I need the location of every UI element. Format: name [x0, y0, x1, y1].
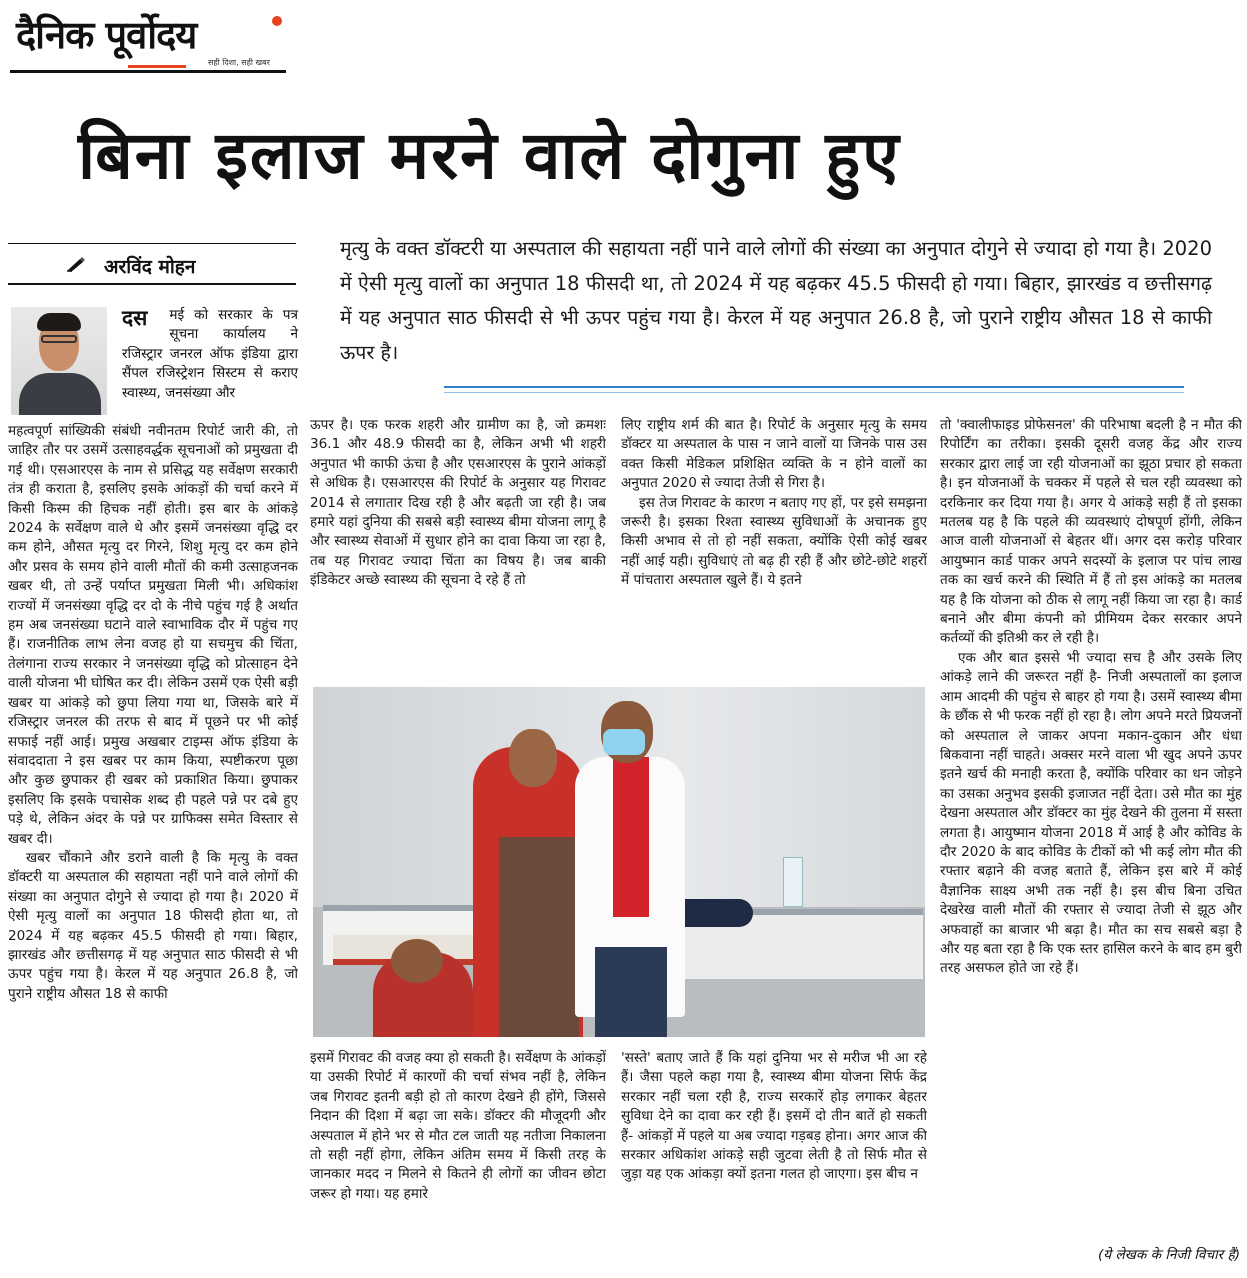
paragraph: ऊपर है। एक फरक शहरी और ग्रामीण का है, जो क्रमशः 36.1 और 48.9 फीसदी का है, लेकिन अभी भी शहरी अनुपात भी काफी ऊंचा है और एसआरएस के पुराने आंकड़ों से अधिक है। एसआरएस की रिपोर्ट के अनुसार यह गिरावट 2014 से लगातार दिख रही है और बढ़ती जा रही है। जब हमारे यहां दुनिया की सबसे बड़ी स्वास्थ्य बीमा योजना लागू है और स्वास्थ्य सेवाओं में सुधार होने का दावा किया जा रहा है, तब यह गिरावट ज्यादा चिंता का विषय है। जब बाकी इंडिकेटर अच्छे स्वास्थ्य की सूचना दे रहे हैं तो: [310, 417, 606, 589]
photo-woman-head: [509, 729, 557, 787]
article-column-2-bottom: [310, 1049, 606, 1265]
tagline: सही दिशा, सही खबर: [208, 58, 270, 67]
deck-summary: मृत्यु के वक्त डॉक्टरी या अस्पताल की सहायता नहीं पाने वाले लोगों की संख्या का अनुपात दोगुने से ज्यादा हो गया है। 2020 में ऐसी मृत्यु वालों का अनुपात 18 फीसदी था, तो 2024 में यह बढ़कर 45.5 फीसदी हो गया। बिहार, झारखंड व छत्तीसगढ़ में यह अनुपात साठ फीसदी से भी ऊपर पहुंच गया है। केरल में यह अनुपात 26.8 है, जो पुराने राष्ट्रीय औसत 18 से काफी ऊपर है।: [340, 237, 1212, 364]
paragraph: लिए राष्ट्रीय शर्म की बात है। रिपोर्ट के अनुसार मृत्यु के समय डॉक्टर या अस्पताल के पास न जाने वालों या जिनके पास उस वक्त किसी मेडिकल प्रशिक्षित व्यक्ति के न होने वालों का अनुपात 2020 से ज्यादा तेजी से गिरा है।: [621, 417, 927, 492]
photo-doctor-shirt: [613, 757, 649, 917]
article-opening: [122, 306, 298, 403]
paragraph: एक और बात इससे भी ज्यादा सच है और उसके लिए आंकड़े लाने की जरूरत नहीं है- निजी अस्पतालों का इलाज आम आदमी की पहुंच से बाहर हो गया है। उसमें स्वास्थ्य बीमा के छौंक से भी फरक नहीं हो रहा है। लोग अपने मरते प्रियजनों को अस्पताल ले जाकर अपना मकान-दुकान और धंधा बिकवाना नहीं चाहते। अक्सर मरने वाला भी खुद अपने ऊपर इतने खर्च की मनाही करता है, क्योंकि परिवार का धन जोड़ने का उसका अनुभव इसकी इजाजत नहीं देता। उसे मौत का मुंह देखना अस्पताल और डॉक्टर का मुंह देखने की तुलना में सस्ता लगता है। आयुष्मान योजना 2018 में आई है और कोविड के दौर 2020 के बाद कोविड के टीकों को भी कई लोग मौत की रफ्तार बढ़ाने की वजह बताते हैं, लेकिन इस बारे में कोई वैज्ञानिक साक्ष्य अभी तक नहीं है। इस बीच बिना उचित देखरेख वाली मौतों की रफ्तार से ज्यादा तेजी से झूठ और अफवाहों का बाजार भी बढ़ा है। मौत का सच सबसे बड़ा है और यह बता रहा है कि एक स्तर हासिल करने के बाद हम बुरी तरह असफल होते जा रहे हैं।: [940, 649, 1242, 977]
masthead: [10, 6, 285, 72]
logo-accent-bar: [128, 65, 186, 68]
drop-cap: दस: [122, 306, 148, 330]
paragraph: तो 'क्वालीफाइड प्रोफेसनल' की परिभाषा बदली है न मौत की रिपोर्टिंग का तरीका। इसकी दूसरी वजह केंद्र और राज्य सरकार द्वारा लाई जा रही योजनाओं का झूठा प्रचार हो सकता है। इन योजनाओं के चक्कर में पहले से चल रही व्यवस्था को दरकिनार कर दिया गया है। अगर ये आंकड़े सही हैं तो इसका मतलब यह है कि पहले की व्यवस्थाएं दोषपूर्ण होंगी, लेकिन आज वाली योजनाओं से बेहतर थीं। अगर दस करोड़ परिवार आयुष्मान कार्ड पाकर अपने सदस्यों के इलाज पर पांच लाख तक का खर्च करने की स्थिति में हैं तो इस आंकड़े का मतलब यह है कि योजना को ठीक से लागू नहीं किया जा रहा है। कार्ड बनाने और बीमा कंपनी को प्रीमियम देकर सरकार अपने कर्तव्यों की इतिश्री कर ले रही है।: [940, 417, 1242, 647]
paragraph: इसमें गिरावट की वजह क्या हो सकती है। सर्वेक्षण के आंकड़ों या उसकी रिपोर्ट में कारणों की चर्चा संभव नहीं है, लेकिन जब गिरावट इतनी बड़ी हो तो कारण देखने ही होंगे, जिससे निदान की दिशा में बढ़ा जा सके। डॉक्टर की मौजूदगी और अस्पताल में होने भर से मौत टल जाती यह नतीजा निकालना तो सही नहीं होगा, लेकिन अंतिम समय में किसी तरह के जानकार मदद न मिलने से कितने ही लोगों का जीवन छोटा जरूर हो गया। यह हमारे: [310, 1050, 606, 1202]
author-shirt: [19, 373, 101, 415]
paragraph: 'सस्ते' बताए जाते हैं कि यहां दुनिया भर से मरीज भी आ रहे हैं। जैसा पहले कहा गया है, स्वास्थ्य बीमा योजना सिर्फ केंद्र सरकार नहीं चला रही है, राज्य सरकारें होड़ लगाकर बेहतर सुविधा देने का दावा कर रही हैं। इसमें दो तीन बातें हो सकती हैं- आंकड़ों में पहले या अब ज्यादा गड़बड़ होना। अगर आज की सरकार अधिकांश आंकड़े सही जुटवा लेती है तो सिर्फ मौत से जुड़ा यह एक आंकड़ा क्यों इतना गलत हो जाएगा। इस बीच न: [621, 1050, 927, 1183]
deck-rule: [444, 386, 1184, 388]
photo-patient-head: [391, 939, 443, 983]
byline-divider: [8, 243, 296, 244]
paragraph: इस तेज गिरावट के कारण न बताए गए हों, पर इसे समझना जरूरी है। इसका रिश्ता स्वास्थ्य सुविधाओं के अचानक हुए किसी अभाव से तो हो नहीं सकता, क्योंकि ऐसी कोई खबर नहीं आई यही। सुविधाएं तो बढ़ ही रही हैं और छोटे-छोटे शहरों में पांचतारा अस्पताल खुले हैं। ये इतने: [621, 494, 927, 589]
deck-rule: [444, 392, 1184, 393]
paragraph: खबर चौंकाने और डराने वाली है कि मृत्यु के वक्त डॉक्टरी या अस्पताल की सहायता नहीं पाने वाले लोगों की संख्या का अनुपात दोगुने से ज्यादा हो गया है। 2020 में ऐसी मृत्यु वालों का अनुपात 18 फीसदी होता था, तो 2024 में यह बढ़कर 45.5 फीसदी हो गया। बिहार, झारखंड और छत्तीसगढ़ में यह अनुपात साठ फीसदी से भी ऊपर पहुंच गया है। केरल में यह अनुपात 26.8 है, जो पुराने राष्ट्रीय औसत 18 से काफी: [8, 849, 298, 1002]
opening-text: मई को सरकार के पत्र सूचना कार्यालय ने रजिस्ट्रार जनरल ऑफ इंडिया द्वारा सैंपल रजिस्ट्रेशन सिस्टम से कराए स्वास्थ्य, जनसंख्या और: [122, 307, 298, 401]
author-photo: [11, 307, 107, 415]
masthead-rule: [10, 70, 286, 73]
author-glasses: [41, 335, 77, 343]
article-column-3-top: [621, 416, 927, 674]
headline: बिना इलाज मरने वाले दोगुना हुए: [78, 117, 901, 194]
logo-accent-dot: [272, 16, 282, 26]
photo-drip-bottle: [783, 857, 803, 907]
article-column-3-bottom: [621, 1049, 927, 1265]
photo-doctor-pants: [595, 947, 667, 1037]
photo-doctor-mask: [603, 729, 645, 755]
byline-divider: [8, 283, 296, 285]
doctor-and-patients-photo: [313, 687, 925, 1037]
pen-icon: [66, 256, 88, 272]
paragraph: महत्वपूर्ण सांख्यिकी संबंधी नवीनतम रिपोर्ट जारी की, तो जाहिर तौर पर उसमें उत्साहवर्द्धक सूचनाओं को प्रमुखता दी गई थी। एसआरएस के नाम से प्रसिद्ध यह सर्वेक्षण सरकारी तंत्र ही कराता है, इसलिए इसके आंकड़ों की चर्चा करने में किसी किस्म की हिचक नहीं होती। इस बार के आंकड़े 2024 के सर्वेक्षण वाले थे और इसमें जनसंख्या वृद्धि दर कम होने, औसत मृत्यु दर गिरने, शिशु मृत्यु दर कम होने और प्रसव के समय होने वाली मौतों की कमी उत्साहजनक खबर थी, तो उन्हें पर्याप्त प्रमुखता मिली भी। अधिकांश राज्यों में जनसंख्या वृद्धि दर दो के नीचे पहुंच गई है अर्थात हम अब जनसंख्या घटाने वाले स्वाभाविक दौर में पहुंच गए हैं। राजनीतिक लाभ लेना वजह हो या सचमुच की चिंता, तेलंगाना राज्य सरकार ने जनसंख्या वृद्धि को प्रोत्साहन देने वाली योजना भी घोषित कर दी। लेकिन उसमें एक ऐसी बड़ी खबर या आंकड़े को छुपा लिया गया था, जिसके बारे में रजिस्ट्रार जनरल की तरफ से बाद में पूछने पर भी कोई सफाई नहीं आई। प्रमुख अखबार टाइम्स ऑफ इंडिया के संवाददाता ने इस खबर पर काम किया, स्पष्टीकरण पूछा और कुछ छुपाकर ही खबर को प्रकाशित किया। छुपाकर इसलिए कि इसके पचासेक शब्द ही पहले पन्ने पर दबे हुए पड़े थे, लेकिन अंदर के पन्ने पर ग्राफिक्स समेत विस्तार से खबर दी।: [8, 423, 298, 847]
photo-woman-sari: [499, 837, 579, 1037]
article-column-4: [940, 416, 1242, 1246]
article-column-1: [8, 422, 298, 1268]
article-column-2-top: [310, 416, 606, 674]
author-hair: [37, 313, 81, 331]
newspaper-logo: दैनिक पूर्वोदय: [16, 13, 197, 57]
byline-author: अरविंद मोहन: [104, 256, 196, 278]
author-disclaimer: (ये लेखक के निजी विचार हैं): [1098, 1247, 1240, 1263]
